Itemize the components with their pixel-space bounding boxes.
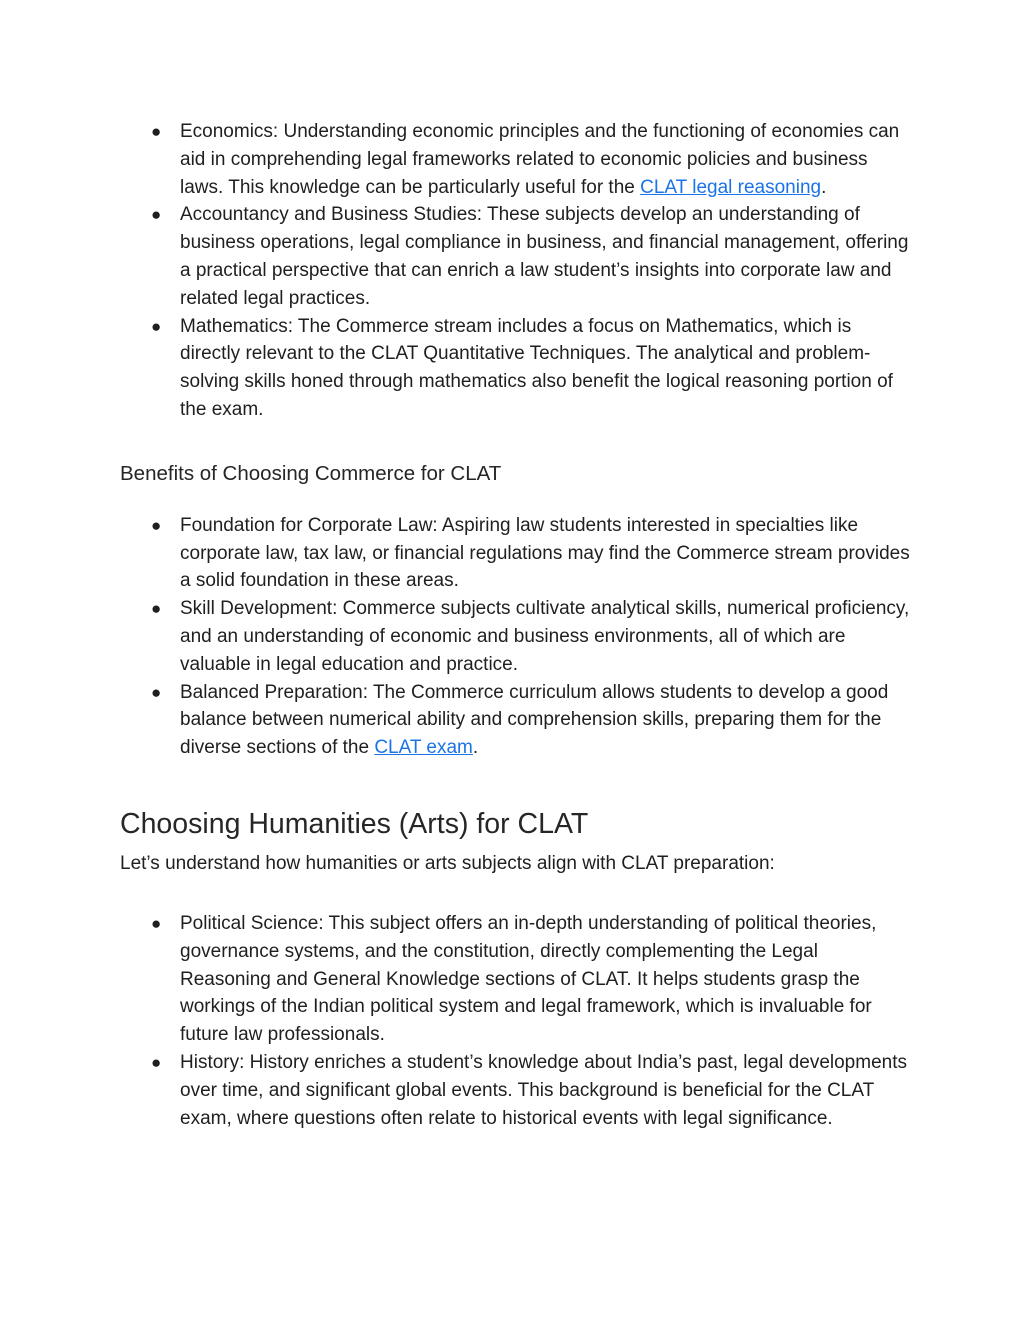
list-item-text: Skill Development: Commerce subjects cultivate analytical skills, numerical proficiency, and an understanding of economic and business environments, all of which are valuable in legal education and practice.	[180, 598, 910, 675]
bullet-icon: ●	[151, 913, 162, 933]
list-item-text: Political Science: This subject offers an in-depth understanding of political theories, governance systems, and the constitution, directly complementing the Legal Reasoning and General Knowledge sections of CLAT. It helps students grasp the workings of the Indian political system and legal framework, which is invaluable for future law professionals.	[180, 912, 877, 1046]
bullet-icon: ●	[151, 316, 162, 336]
bullet-icon: ●	[151, 122, 162, 141]
bullet-icon: ●	[151, 599, 162, 619]
bullet-icon: ●	[151, 515, 162, 535]
humanities-heading: Choosing Humanities (Arts) for CLAT	[120, 807, 589, 840]
list-item	[120, 313, 910, 424]
list-item-text: Foundation for Corporate Law: Aspiring law students interested in specialties like corporate law, tax law, or financial regulations may find the Commerce stream provides a solid foundation in these areas.	[180, 514, 910, 592]
list-item-text: Accountancy and Business Studies: These subjects develop an understanding of business operations, legal compliance in business, and financial management, offering a practical perspective that can enrich a law student’s insights into corporate law and related legal practices.	[180, 204, 909, 309]
bullet-icon: ●	[151, 205, 162, 225]
document-page	[120, 118, 910, 1132]
list-item	[120, 1049, 910, 1132]
list-item-punct: .	[821, 176, 827, 198]
bullet-icon: ●	[151, 1052, 162, 1072]
humanities-subjects-list	[120, 910, 910, 1132]
list-item	[120, 201, 910, 312]
commerce-subjects-list	[120, 118, 910, 424]
benefits-heading: Benefits of Choosing Commerce for CLAT	[120, 461, 502, 485]
list-item	[120, 595, 910, 678]
list-item	[120, 910, 910, 1049]
bullet-icon: ●	[151, 682, 162, 702]
list-item-text: History: History enriches a student’s knowledge about India’s past, legal developments over time, and significant global events. This background is beneficial for the CLAT exam, where questions often relate to historical events with legal significance.	[180, 1051, 907, 1129]
humanities-intro: Let’s understand how humanities or arts subjects align with CLAT preparation:	[120, 852, 775, 874]
list-item	[120, 679, 910, 762]
list-item	[120, 512, 910, 595]
clat-exam-link[interactable]: CLAT exam	[374, 737, 473, 759]
list-item	[120, 118, 910, 201]
benefits-list	[120, 512, 910, 762]
clat-legal-reasoning-link[interactable]: CLAT legal reasoning	[640, 176, 822, 198]
list-item-punct: .	[472, 737, 479, 759]
list-item-text: Balanced Preparation: The Commerce curriculum allows students to develop a good balance between numerical ability and comprehension skills, preparing them for the diverse sections of the	[180, 681, 889, 759]
list-item-text: Economics: Understanding economic principles and the functioning of economies can aid in comprehending legal frameworks related to economic policies and business laws. This knowledge can be particularly useful for the	[180, 121, 900, 198]
list-item-text: Mathematics: The Commerce stream includes a focus on Mathematics, which is directly relevant to the CLAT Quantitative Techniques. The analytical and problem-solving skills honed through mathematics also benefit the logical reasoning portion of the exam.	[180, 315, 893, 420]
